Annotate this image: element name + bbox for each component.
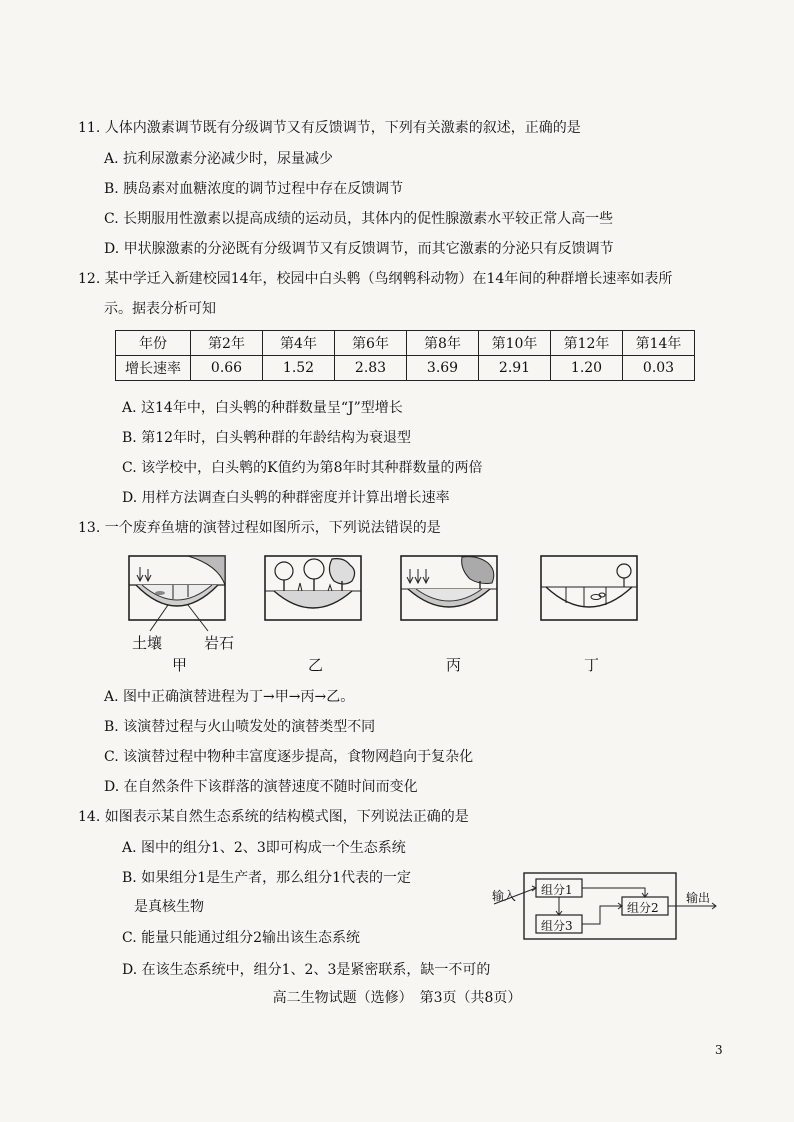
q11-option-c: C. 长期服用性激素以提高成绩的运动员，其体内的促性腺激素水平较正常人高一些: [104, 211, 614, 227]
q13-option-c: C. 该演替过程中物种丰富度逐步提高，食物网趋向于复杂化: [104, 749, 474, 765]
q13-stem: 13. 一个废弃鱼塘的演替过程如图所示，下列说法错误的是: [78, 520, 441, 536]
component-3-label: 组分3: [541, 919, 573, 933]
page-number: 3: [715, 1043, 723, 1057]
component-1-label: 组分1: [541, 883, 573, 897]
q13-option-a: A. 图中正确演替进程为丁→甲→丙→乙。: [104, 689, 355, 705]
q14-option-d: D. 在该生态系统中，组分1、2、3是紧密联系，缺一不可的: [122, 962, 491, 978]
table-header-cell: 第14年: [623, 331, 695, 356]
table-header-row: [116, 331, 695, 356]
output-label: 输出: [686, 891, 711, 905]
q12-option-b: B. 第12年时，白头鹎种群的年龄结构为衰退型: [122, 430, 412, 446]
table-cell: 0.03: [623, 356, 695, 381]
table-header-cell: 第6年: [335, 331, 407, 356]
panel-label-jia: 甲: [172, 656, 188, 674]
q11-option-a: A. 抗利尿激素分泌减少时，尿量减少: [104, 151, 334, 167]
q11-option-d: D. 甲状腺激素的分泌既有分级调节又有反馈调节，而其它激素的分泌只有反馈调节: [104, 241, 614, 257]
q11-option-b: B. 胰岛素对血糖浓度的调节过程中存在反馈调节: [104, 181, 404, 197]
growth-rate-table: [115, 330, 695, 381]
q12-option-a: A. 这14年中，白头鹎的种群数量呈“J”型增长: [122, 400, 403, 416]
table-cell: 1.20: [551, 356, 623, 381]
table-header-cell: 年份: [116, 331, 191, 356]
q12-stem-line1: 12. 某中学迁入新建校园14年，校园中白头鹎（鸟纲鹎科动物）在14年间的种群增长速率如表所: [78, 271, 673, 287]
q12-option-c: C. 该学校中，白头鹎的K值约为第8年时其种群数量的两倍: [122, 460, 483, 476]
table-cell: 0.66: [191, 356, 263, 381]
table-header-cell: 第2年: [191, 331, 263, 356]
q14-stem: 14. 如图表示某自然生态系统的结构模式图，下列说法正确的是: [78, 809, 469, 825]
soil-label: 土壤: [132, 634, 163, 652]
q12-stem-line2: 示。据表分析可知: [104, 301, 216, 317]
table-cell: 增长速率: [116, 356, 191, 381]
component-2-label: 组分2: [627, 901, 659, 915]
table-header-cell: 第8年: [407, 331, 479, 356]
q13-option-b: B. 该演替过程与火山喷发处的演替类型不同: [104, 719, 376, 735]
q11-stem: 11. 人体内激素调节既有分级调节又有反馈调节，下列有关激素的叙述，正确的是: [78, 120, 581, 136]
ecosystem-diagram: [490, 865, 720, 945]
table-header-cell: 第10年: [479, 331, 551, 356]
q12-option-d: D. 用样方法调查白头鹎的种群密度并计算出增长速率: [122, 490, 450, 506]
q14-option-c: C. 能量只能通过组分2输出该生态系统: [122, 930, 361, 946]
panel-label-ding: 丁: [584, 656, 600, 674]
panel-label-yi: 乙: [308, 656, 324, 674]
rock-label: 岩石: [204, 634, 235, 652]
q13-option-d: D. 在自然条件下该群落的演替速度不随时间而变化: [104, 779, 418, 795]
table-cell: 3.69: [407, 356, 479, 381]
table-cell: 1.52: [263, 356, 335, 381]
pond-succession-figure: [128, 555, 688, 674]
table-header-cell: 第4年: [263, 331, 335, 356]
q14-option-b-cont: 是真核生物: [134, 899, 204, 915]
table-row: [116, 356, 695, 381]
table-header-cell: 第12年: [551, 331, 623, 356]
panel-label-bing: 丙: [446, 656, 462, 674]
q14-option-b: B. 如果组分1是生产者，那么组分1代表的一定: [122, 870, 412, 886]
page-footer: 高二生物试题（选修） 第3页（共8页）: [272, 990, 522, 1006]
table-cell: 2.83: [335, 356, 407, 381]
table-cell: 2.91: [479, 356, 551, 381]
input-label: 输入: [492, 889, 517, 903]
q14-option-a: A. 图中的组分1、2、3即可构成一个生态系统: [122, 840, 406, 856]
